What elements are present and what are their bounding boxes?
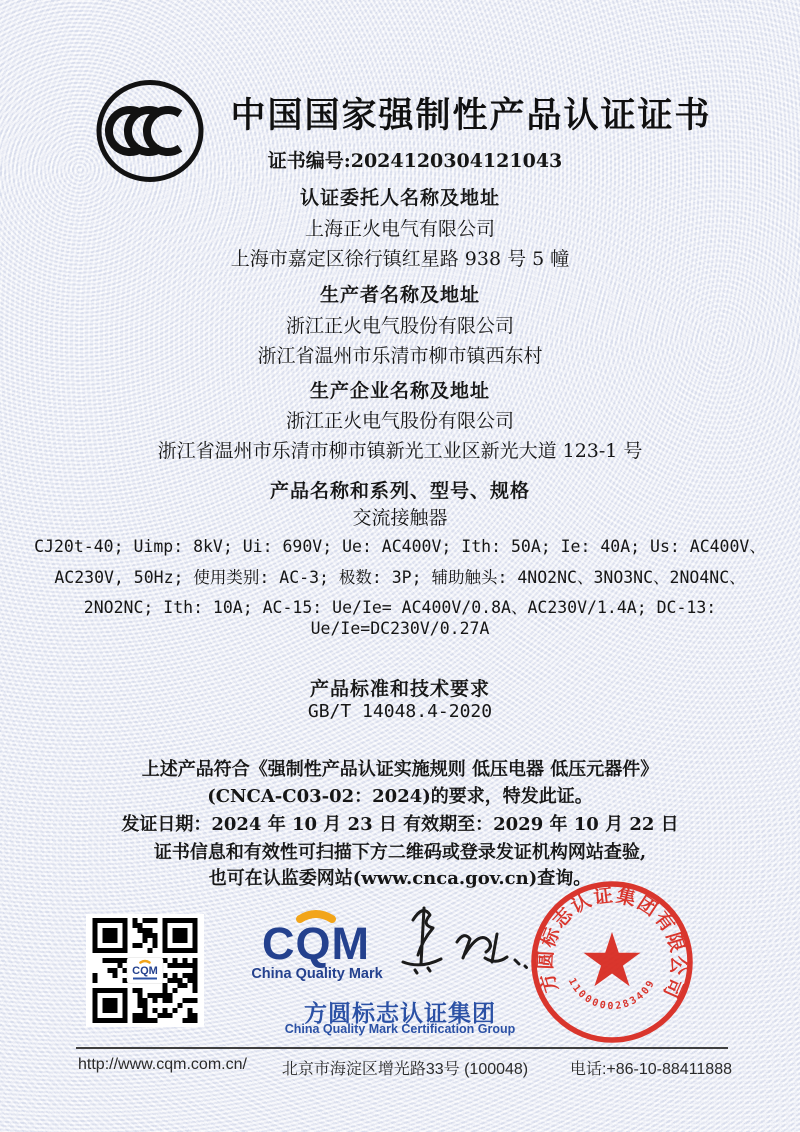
producer-name: 浙江正火电气股份有限公司 — [285, 315, 514, 337]
footer-address: 北京市海淀区增光路33号 (100048) — [281, 1061, 529, 1078]
statement-line-1: 上述产品符合《强制性产品认证实施规则 低压电器 低压元器件》 — [141, 759, 659, 780]
seal-ring-text: 方圆标志认证集团有限公司 — [535, 885, 689, 1003]
standard-value: GB/T 14048.4-2020 — [307, 701, 493, 722]
factory-address: 浙江省温州市乐清市柳市镇新光工业区新光大道 123-1 号 — [157, 440, 643, 462]
verification-line-1: 证书信息和有效性可扫描下方二维码或登录发证机构网站查验, — [153, 842, 647, 863]
qr-center-label: CQM — [132, 965, 158, 977]
producer-heading: 生产者名称及地址 — [319, 284, 480, 306]
seal-star — [584, 932, 641, 986]
qr-code — [86, 914, 204, 1027]
standard-heading: 产品标准和技术要求 — [309, 678, 490, 700]
product-name: 交流接触器 — [352, 507, 448, 529]
applicant-name: 上海正火电气有限公司 — [304, 218, 495, 240]
svg-text:1100000283409 — [566, 977, 658, 1013]
product-spec-line-4: Ue/Ie=DC230V/0.27A — [310, 619, 490, 638]
certificate-number — [30, 146, 800, 173]
applicant-heading: 认证委托人名称及地址 — [299, 187, 500, 209]
footer-divider — [76, 1047, 728, 1049]
seal-serial-number: 1100000283409 — [565, 976, 658, 1013]
cqm-tagline: China Quality Mark — [251, 966, 383, 982]
footer-website: http://www.cqm.com.cn/ — [78, 1056, 247, 1073]
footer-phone: 电话:+86-10-88411888 — [569, 1061, 732, 1078]
issue-expiry-dates: 发证日期：2024 年 10 月 23 日 有效期至：2029 年 10 月 22 日 — [121, 814, 679, 835]
certificate-number-label: 证书编号: — [267, 150, 351, 172]
applicant-address: 上海市嘉定区徐行镇红星路 938 号 5 幢 — [230, 248, 570, 270]
verification-line-2: 也可在认监委网站(www.cnca.gov.cn)查询。 — [208, 868, 592, 889]
factory-name: 浙江正火电气股份有限公司 — [285, 410, 514, 432]
group-name-cn: 方圆标志认证集团 — [304, 1000, 496, 1026]
cqm-acronym: CQM — [262, 918, 370, 969]
certificate-title: 中国国家强制性产品认证证书 — [230, 96, 712, 135]
producer-address: 浙江省温州市乐清市柳市镇西东村 — [257, 345, 543, 367]
statement-line-2: (CNCA-C03-02：2024)的要求，特发此证。 — [207, 786, 593, 807]
product-spec-line-2: AC230V, 50Hz; 使用类别: AC-3; 极数: 3P; 辅助触头: 4NO2NC、3NO3NC、2NO4NC、 — [54, 568, 746, 587]
product-spec-line-3: 2NO2NC; Ith: 10A; AC-15: Ue/Ie= AC400V/0.8A、AC230V/1.4A; DC-13: — [83, 598, 717, 617]
certificate-number-value: 2024120304121043 — [350, 150, 563, 172]
product-spec-line-1: CJ20t-40; Uimp: 8kV; Ui: 690V; Ue: AC400V; Ith: 50A; Ie: 40A; Us: AC400V、 — [34, 537, 766, 556]
qr-center-logo — [127, 958, 163, 984]
factory-heading: 生产企业名称及地址 — [309, 380, 490, 402]
signature-handwriting — [393, 896, 533, 986]
group-name-en: China Quality Mark Certification Group — [284, 1022, 516, 1036]
company-seal — [527, 877, 697, 1047]
product-heading: 产品名称和系列、型号、规格 — [269, 480, 530, 502]
